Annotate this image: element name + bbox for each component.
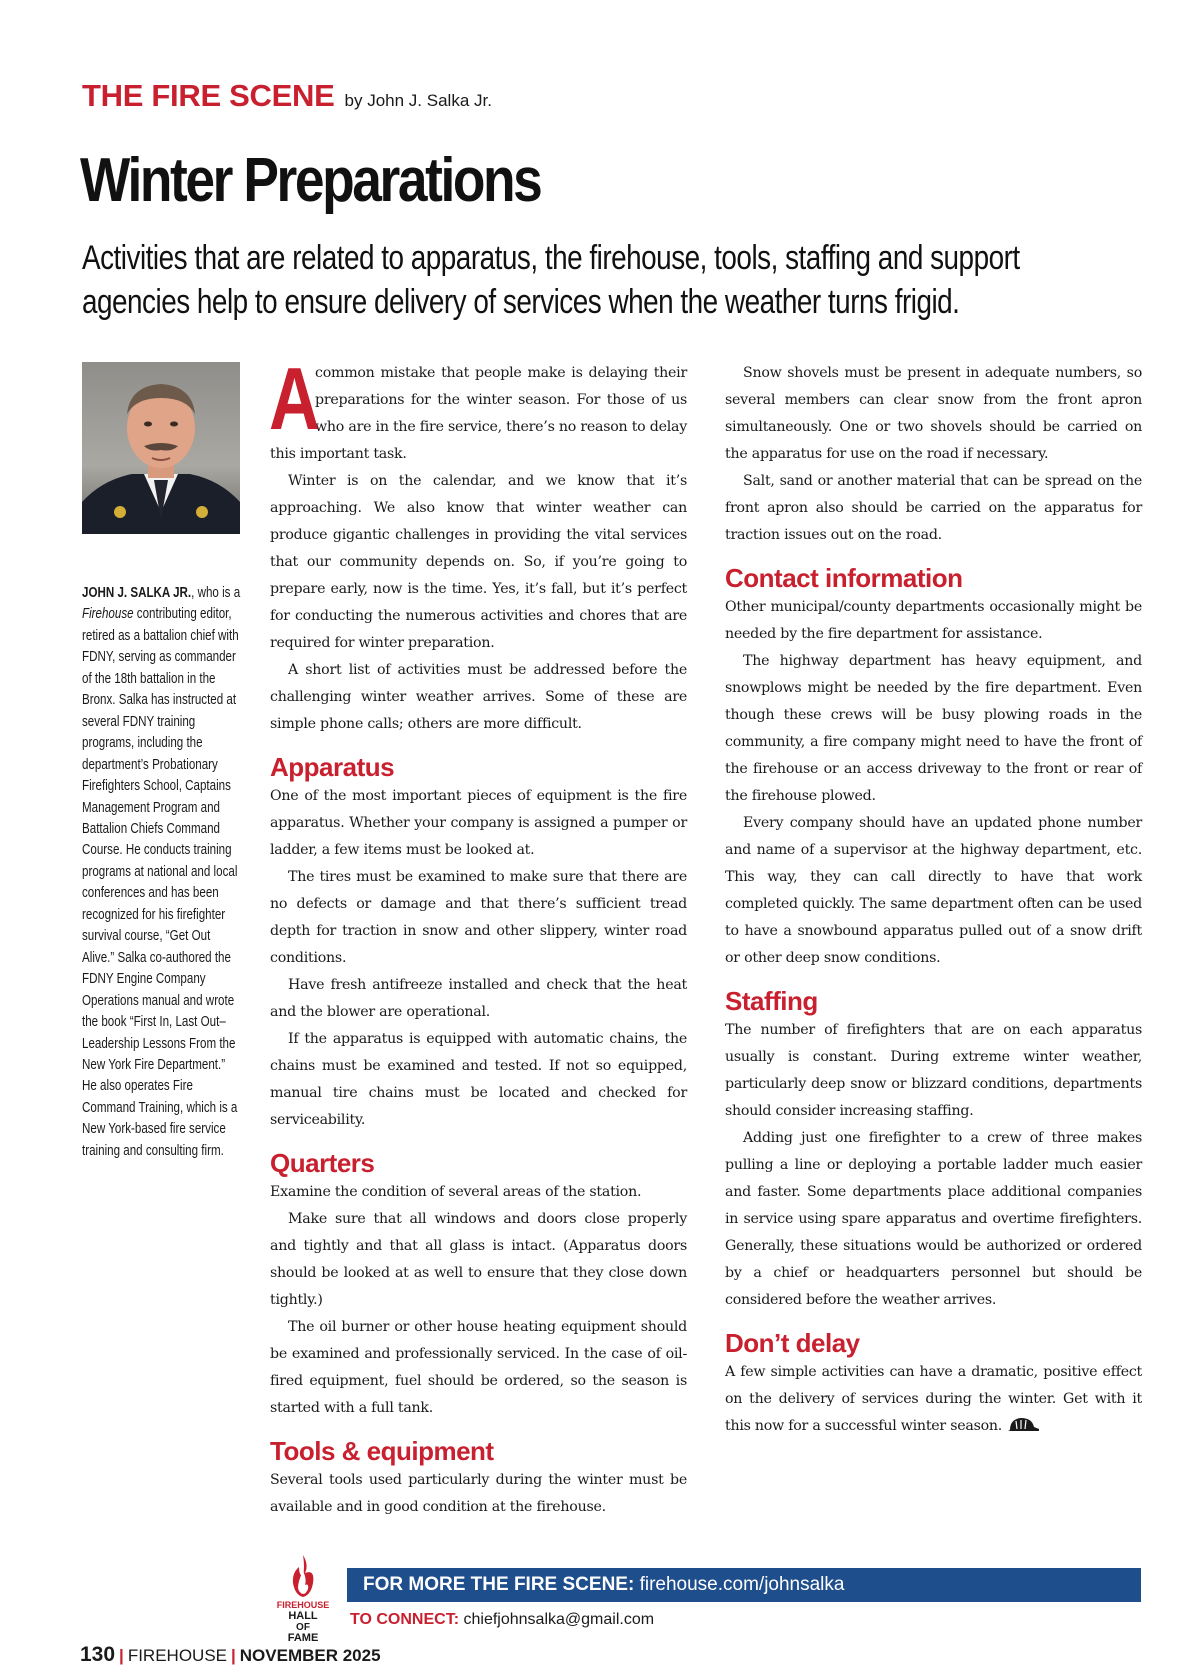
intro-paragraph-1: A common mistake that people make is delaying their preparations for the winter season. For those of us who are in the fire service, there’s no reason to delay this important task. bbox=[269, 349, 687, 462]
issue-date: NOVEMBER 2025 bbox=[239, 1646, 381, 1665]
apparatus-paragraph-2: The tires must be examined to make sure that there are no defects or damage and that there’s sufficient tread depth for traction in snow and other slippery, winter road conditions. bbox=[270, 869, 687, 966]
author-bio bbox=[82, 583, 242, 1162]
apparatus-paragraph-4: If the apparatus is equipped with automatic chains, the chains must be examined and tested. If not so equipped, manual tire chains must be located and checked for serviceability. bbox=[270, 1031, 687, 1128]
staffing-paragraph-2: Adding just one firefighter to a crew of three makes pulling a line or deploying a portable ladder much easier and faster. Some departments place additional companies in service using spare apparatus and overtime firefighters. Generally, these situations would be authorized or ordered by a chief or headquarters personnel but should be considered before the weather arrives. bbox=[725, 1130, 1142, 1308]
tools-paragraph-3: Salt, sand or another material that can be spread on the front apron also should be carried on the apparatus for traction issues out on the road. bbox=[725, 473, 1142, 543]
apparatus-paragraph-1: One of the most important pieces of equipment is the fire apparatus. Whether your company is assigned a pumper or ladder, a few items must be looked at. bbox=[270, 788, 687, 858]
byline: by John J. Salka Jr. bbox=[344, 91, 492, 110]
heading-tools: Tools & equipment bbox=[270, 1436, 494, 1466]
more-label: FOR MORE THE FIRE SCENE: bbox=[363, 1574, 635, 1595]
hof-line-2: HALL bbox=[288, 1610, 318, 1622]
section-kicker: THE FIRE SCENE bbox=[82, 78, 335, 113]
bio-text-part1: , who is a bbox=[191, 585, 241, 601]
bio-text-part2: contributing editor, retired as a battalion chief with FDNY, serving as commander of the 18th battalion in the Bronx. Salka has instructed at several FDNY training programs, including the department’s Probationary Firefighters School, Captains Management Program and Battalion Chiefs Command Course. He conducts training programs at national and local conferences and has been recognized for his firefighter survival course, “Get Out Alive.” Salka co-authored the FDNY Engine Company Operations manual and wrote the book “First In, Last Out–Leadership Lessons From the New York Fire Department.” He also operates Fire Command Training, which is a New York-based fire service training and consulting firm. bbox=[82, 606, 239, 1159]
heading-quarters: Quarters bbox=[270, 1148, 375, 1178]
hall-of-fame-logo bbox=[275, 1553, 331, 1643]
magazine-name: FIREHOUSE bbox=[127, 1646, 227, 1665]
article-column-2 bbox=[725, 360, 1142, 1444]
intro-paragraph-3: A short list of activities must be addressed before the challenging winter weather arrives. Some of these are simple phone calls; others are more difficult. bbox=[270, 662, 687, 732]
page-number: 130 bbox=[80, 1643, 116, 1666]
article-column-1 bbox=[269, 349, 687, 1521]
more-banner bbox=[347, 1568, 1141, 1602]
article-title: Winter Preparations bbox=[80, 146, 541, 215]
drop-cap: A bbox=[269, 349, 320, 448]
dont-delay-paragraph: A few simple activities can have a dramatic, positive effect on the delivery of services during the winter. Get with it this now for a successful winter season. bbox=[725, 1359, 1142, 1444]
contact-paragraph-1: Other municipal/county departments occasionally might be needed by the fire department for assistance. bbox=[725, 599, 1142, 642]
hof-line-4: FAME bbox=[287, 1632, 319, 1643]
heading-apparatus: Apparatus bbox=[270, 752, 395, 782]
author-photo bbox=[82, 362, 240, 534]
tools-paragraph-2: Snow shovels must be present in adequate numbers, so several members can clear snow from the front apron simultaneously. One or two shovels should be carried on the apparatus for use on the road if necessary. bbox=[725, 365, 1142, 462]
quarters-paragraph-1: Examine the condition of several areas of the station. bbox=[270, 1184, 642, 1200]
folio-divider: | bbox=[119, 1646, 124, 1665]
page-folio bbox=[80, 1643, 381, 1667]
author-portrait-illustration bbox=[82, 362, 240, 534]
connect-label: TO CONNECT: bbox=[350, 1611, 460, 1628]
helmet-end-icon bbox=[1006, 1416, 1040, 1444]
quarters-paragraph-3: The oil burner or other house heating equipment should be examined and professionally serviced. In the case of oil-fired equipment, fuel should be ordered, so the season is started with a full tank. bbox=[270, 1319, 687, 1416]
tools-paragraph-1: Several tools used particularly during the winter must be available and in good condition at the firehouse. bbox=[270, 1472, 687, 1515]
hof-line-1: FIREHOUSE bbox=[276, 1600, 330, 1610]
more-link[interactable]: firehouse.com/johnsalka bbox=[639, 1574, 845, 1595]
contact-paragraph-2: The highway department has heavy equipment, and snowplows might be needed by the fire department. Even though these crews will be busy plowing roads in the community, a fire company might need to have the front of the firehouse or an access driveway to the front or rear of the firehouse plowed. bbox=[725, 653, 1142, 804]
staffing-paragraph-1: The number of firefighters that are on each apparatus usually is constant. During extreme winter weather, particularly deep snow or blizzard conditions, departments should consider increasing staffing. bbox=[725, 1022, 1142, 1119]
heading-staffing: Staffing bbox=[725, 986, 818, 1016]
contact-paragraph-3: Every company should have an updated phone number and name of a supervisor at the highway department, etc. This way, they can call directly to have that work completed quickly. The same department often can be used to have a snowbound apparatus pulled out of a snow drift or other deep snow conditions. bbox=[725, 815, 1142, 966]
folio-divider-2: | bbox=[231, 1646, 236, 1665]
apparatus-paragraph-3: Have fresh antifreeze installed and check that the heat and the blower are operational. bbox=[270, 977, 687, 1020]
bio-publication: Firehouse bbox=[82, 606, 134, 623]
heading-dont-delay: Don’t delay bbox=[725, 1328, 860, 1358]
article-deck: Activities that are related to apparatus, the firehouse, tools, staffing and support agencies help to ensure delivery of services when the weather turns frigid. bbox=[82, 239, 1020, 321]
intro-paragraph-2: Winter is on the calendar, and we know that it’s approaching. We also know that winter weather can produce gigantic challenges in providing the vital services that our community depends on. So, if you’re going to prepare early, now is the time. Yes, it’s fall, but it’s perfect for conducting the numerous activities and chores that are required for winter preparation. bbox=[270, 473, 687, 651]
section-header bbox=[82, 78, 492, 114]
connect-line bbox=[350, 1611, 654, 1629]
quarters-paragraph-2: Make sure that all windows and doors close properly and tightly and that all glass is intact. (Apparatus doors should be looked at as well to ensure that they close down tightly.) bbox=[270, 1211, 687, 1308]
hof-line-3: OF bbox=[296, 1622, 310, 1633]
heading-contact: Contact information bbox=[725, 563, 963, 593]
bio-name: JOHN J. SALKA JR. bbox=[82, 585, 192, 601]
connect-email[interactable]: chiefjohnsalka@gmail.com bbox=[463, 1611, 655, 1628]
